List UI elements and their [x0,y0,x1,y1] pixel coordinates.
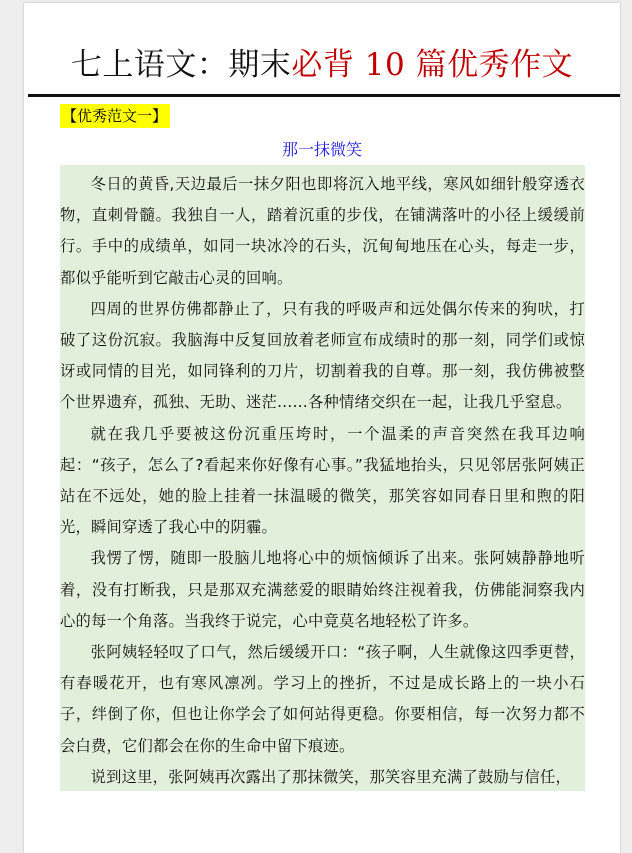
title-red-part: 必背 10 篇优秀作文 [291,47,574,83]
paragraph: 说到这里，张阿姨再次露出了那抹微笑，那笑容里充满了鼓励与信任， [90,767,571,786]
section-label: 【优秀范文一】 [60,104,170,128]
essay-body [60,165,585,791]
essay-title: 那一抹微笑 [281,140,362,159]
document-title [24,45,620,85]
paragraph: 就在我几乎要被这份沉重压垮时，一个温柔的声音突然在我耳边响起：“孩子，怎么了?看起来你好像有心事。”我猛地抬头，只见邻居张阿姨正站在不远处，她的脸上挂着一抹温暖的微笑，那笑容如同春日里和煦的阳光，瞬间穿透了我心中的阴霾。 [60,424,585,537]
paragraph: 冬日的黄昏,天边最后一抹夕阳也即将沉入地平线，寒风如细针般穿透衣物，直刺骨髓。我独自一人，踏着沉重的步伐，在铺满落叶的小径上缓缓前行。手中的成绩单，如同一块冰冷的石头，沉甸甸地压在心头，每走一步，都似乎能听到它敲击心灵的回响。 [60,175,585,287]
title-black-part: 七上语文：期末 [70,47,292,83]
paragraph: 四周的世界仿佛都静止了，只有我的呼吸声和远处偶尔传来的狗吠，打破了这份沉寂。我脑海中反复回放着老师宣布成绩时的那一刻，同学们或惊讶或同情的目光，如同锋利的刀片，切割着我的自尊。那一刻，我仿佛被整个世界遗弃，孤独、无助、迷茫……各种情绪交织在一起，让我几乎窒息。 [60,299,585,412]
paragraph: 我愣了愣，随即一股脑儿地将心中的烦恼倾诉了出来。张阿姨静静地听着，没有打断我，只是那双充满慈爱的眼睛始终注视着我，仿佛能洞察我内心的每一个角落。当我终于说完，心中竟莫名地轻松了许多。 [60,549,585,630]
paragraph: 张阿姨轻轻叹了口气，然后缓缓开口：“孩子啊，人生就像这四季更替，有春暖花开，也有寒风凛冽。学习上的挫折，不过是成长路上的一块小石子，绊倒了你，但也让你学会了如何站得更稳。你要相信，每一次努力都不会白费，它们都会在你的生命中留下痕迹。 [60,643,585,755]
document-page [24,3,620,853]
title-separator [28,94,620,97]
